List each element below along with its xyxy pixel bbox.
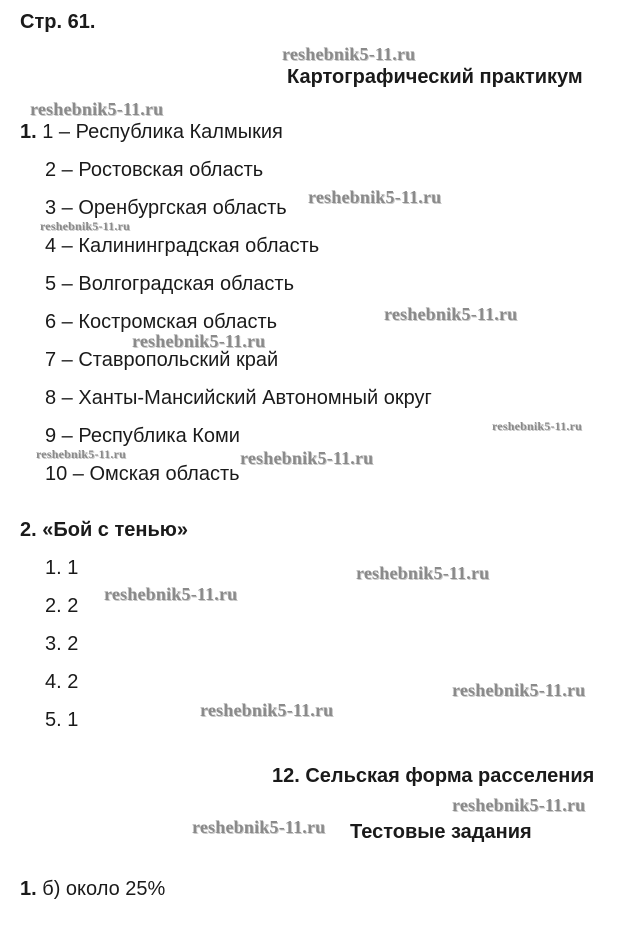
watermark: reshebnik5-11.ru (384, 304, 518, 324)
chapter-title: 12. Сельская форма расселения (272, 765, 595, 787)
task1-item-8: 8 – Ханты-Мансийский Автономный округ (45, 387, 432, 409)
task1-number: 1. (20, 121, 37, 143)
watermark: reshebnik5-11.ru (452, 680, 586, 700)
task1-item-10: 10 – Омская область (45, 463, 240, 485)
task2-answer-5: 5. 1 (45, 709, 79, 731)
watermark: reshebnik5-11.ru (492, 419, 582, 433)
watermark: reshebnik5-11.ru (282, 44, 416, 64)
watermark: reshebnik5-11.ru (240, 448, 374, 468)
test1-answer-text: б) около 25% (42, 878, 166, 900)
task1-item-1 (20, 120, 283, 144)
task1-item-text: 1 – Республика Калмыкия (42, 121, 283, 143)
task1-item-2: 2 – Ростовская область (45, 159, 264, 181)
watermark: reshebnik5-11.ru (132, 331, 266, 351)
task2-answer-3: 3. 2 (45, 633, 79, 655)
task2-answer-2: 2. 2 (45, 595, 79, 617)
task2-title: 2. «Бой с тенью» (20, 519, 188, 541)
watermark: reshebnik5-11.ru (308, 187, 442, 207)
watermark: reshebnik5-11.ru (356, 563, 490, 583)
watermark: reshebnik5-11.ru (200, 700, 334, 720)
task1-item-3: 3 – Оренбургская область (45, 197, 287, 219)
task1-item-6: 6 – Костромская область (45, 311, 278, 333)
watermark: reshebnik5-11.ru (104, 584, 238, 604)
page-label: Стр. 61. (20, 11, 96, 33)
watermark: reshebnik5-11.ru (40, 219, 130, 233)
task2-answer-1: 1. 1 (45, 557, 79, 579)
watermark: reshebnik5-11.ru (36, 447, 126, 461)
task1-item-9: 9 – Республика Коми (45, 425, 240, 447)
task1-item-4: 4 – Калининградская область (45, 235, 320, 257)
tests-title: Тестовые задания (350, 821, 532, 843)
watermark: reshebnik5-11.ru (30, 99, 164, 119)
task1-item-5: 5 – Волгоградская область (45, 273, 294, 295)
watermark: reshebnik5-11.ru (192, 817, 326, 837)
test1-answer (20, 877, 165, 901)
watermark: reshebnik5-11.ru (452, 795, 586, 815)
task1-item-7: 7 – Ставропольский край (45, 349, 279, 371)
section-title: Картографический практикум (287, 66, 583, 88)
test1-number: 1. (20, 878, 37, 900)
task2-answer-4: 4. 2 (45, 671, 79, 693)
